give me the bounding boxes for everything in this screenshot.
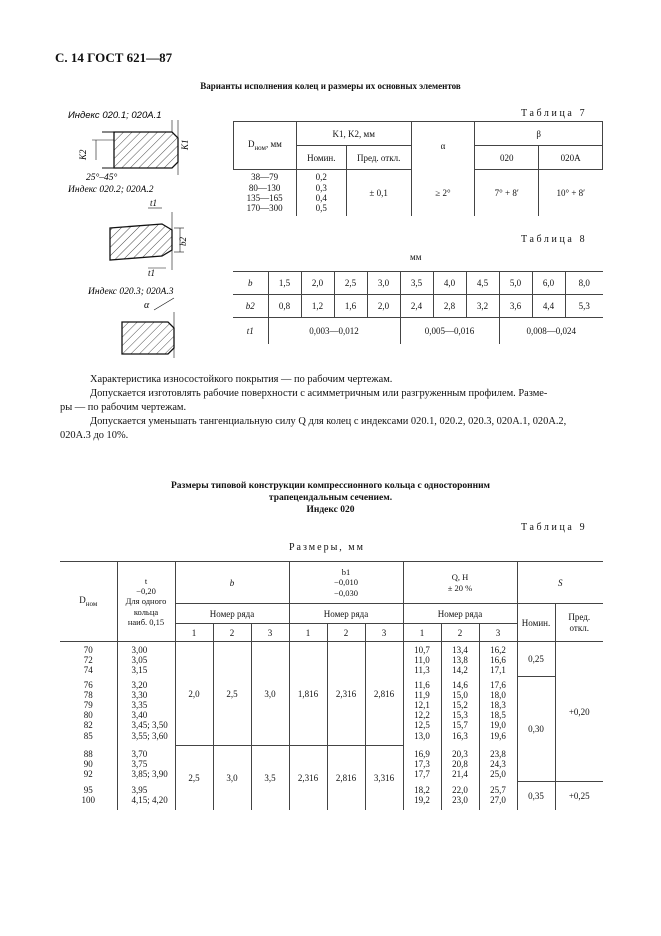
table9-t: 3,70 3,75 3,85; 3,90 [117,746,175,782]
table7-ranges: 38—79 80—130 135—165 170—300 [234,170,297,216]
table8-b2-cell: 2,8 [433,295,466,318]
dim-k1: K1 [180,139,190,150]
table7-nominals: 0,2 0,3 0,4 0,5 [296,170,346,216]
table9-q1: 16,9 17,3 17,7 [403,746,441,782]
table8-b-cell: 2,0 [301,272,334,295]
table8 [233,271,603,344]
drawing3-label: Индекс 020.3; 020А.3 [88,287,174,297]
table9-header-s-tolerance: Пред. откл. [555,604,603,642]
table9-dnom: 70 72 74 [60,642,117,677]
table7 [233,121,603,216]
table9-header-s-nominal: Номин. [517,604,555,642]
section2-title-line1: Размеры типовой конструкции компрессионного кольца с односторонним [170,481,491,491]
table9-q-row-3: 3 [479,624,517,642]
table9-header-b1-rows: Номер ряда [289,604,403,624]
table9-header-b: b [175,562,289,604]
table9-b: 3,5 [251,746,289,810]
table9-b1: 2,816 [365,642,403,746]
dim-b2: b2 [178,237,188,246]
table9-q-row-2: 2 [441,624,479,642]
table9-b1: 3,316 [365,746,403,810]
table9-b1: 2,316 [289,746,327,810]
section2-title-line2: трапецеидальным сечением. [268,493,393,503]
table7-header-k: K1, K2, мм [296,122,411,146]
table8-b-cell: 4,0 [433,272,466,295]
drawing2-label: Индекс 020.2; 020А.2 [68,185,154,195]
angle-label: 25°–45° [86,173,118,183]
table8-b2-cell: 1,2 [301,295,334,318]
table8-t1-cell: 0,005—0,016 [400,318,499,344]
table9-b1-row-2: 2 [327,624,365,642]
table9-b: 3,0 [213,746,251,810]
profile-drawing-3 [87,286,174,358]
table8-b-cell: 5,0 [499,272,532,295]
note-force-cont: 020А.3 до 10%. [60,430,129,441]
table9-b-row-3: 3 [251,624,289,642]
table9-header-t: t −0,20 Для одного кольца наиб. 0,15 [117,562,175,642]
table8-row-b2: b2 0,8 1,2 1,6 2,0 2,4 2,8 3,2 3,6 4,4 5,3 [233,295,603,318]
table9-q1: 10,7 11,0 11,3 [403,642,441,677]
table9-sizes-caption: Размеры, мм [289,542,365,553]
table9-dnom: 88 90 92 [60,746,117,782]
table9-t: 3,00 3,05 3,15 [117,642,175,677]
table7-caption: Таблица 7 [521,108,588,119]
table7-header-alpha: α [411,122,475,170]
page-header: С. 14 ГОСТ 621—87 [55,50,173,65]
table8-b2-cell: 1,6 [334,295,367,318]
table7-header-dnom: $D_{ном}$, мм [234,122,297,170]
table9-q1: 18,2 19,2 [403,782,441,810]
table9-header-q: Q, Н ± 20 % [403,562,517,604]
table9-b: 2,5 [175,746,213,810]
table9-dnom: 95 100 [60,782,117,810]
table9-b1: 2,316 [327,642,365,746]
table9-caption: Таблица 9 [521,522,588,533]
table9-b: 3,0 [251,642,289,746]
table9-s-nominal: 0,30 [517,677,555,782]
table7-header-beta: β [475,122,603,146]
table8-b2-cell: 5,3 [565,295,603,318]
table9-q2: 14,6 15,0 15,2 15,3 15,7 16,3 [441,677,479,746]
table8-b-cell: 1,5 [268,272,301,295]
note-profile: Допускается изготовлять рабочие поверхности с асимметричным или разгруженным профилем. Разме- [90,388,548,399]
table8-b-cell: 8,0 [565,272,603,295]
table7-beta-020: 7° + 8′ [475,170,539,216]
table9-q3: 23,8 24,3 25,0 [479,746,517,782]
table7-header-nominal: Номин. [296,146,346,170]
table9-header-q-rows: Номер ряда [403,604,517,624]
table9-b-row-2: 2 [213,624,251,642]
table8-unit: мм [410,252,422,262]
dim-k2: K2 [78,149,88,160]
dim-t1-bottom: t1 [148,268,156,278]
table8-b2-cell: 3,2 [466,295,499,318]
table9-s-tolerance: +0,25 [555,782,603,810]
table9-q1: 11,6 11,9 12,1 12,2 12,5 13,0 [403,677,441,746]
ring-profile-drawings [62,100,232,365]
table8-t1-cell: 0,008—0,024 [499,318,603,344]
table9-q2: 13,4 13,8 14,2 [441,642,479,677]
table7-header-020a: 020А [539,146,603,170]
table9-q3: 16,2 16,6 17,1 [479,642,517,677]
note-coating: Характеристика износостойкого покрытия — по рабочим чертежам. [90,374,393,385]
table8-b2-cell: 2,4 [400,295,433,318]
table9-header-b-rows: Номер ряда [175,604,289,624]
table9-b: 2,5 [213,642,251,746]
section2-title-line3: Индекс 020 [306,505,355,515]
table9-b1: 1,816 [289,642,327,746]
table7-beta-020a: 10° + 8′ [539,170,603,216]
table8-row-t1: t1 0,003—0,012 0,005—0,016 0,008—0,024 [233,318,603,344]
table7-alpha: ≥ 2° [411,170,475,216]
table8-b2-cell: 3,6 [499,295,532,318]
table8-b2-cell: 0,8 [268,295,301,318]
dim-alpha: α [144,300,150,311]
table8-b-cell: 6,0 [532,272,565,295]
table8-b2-cell: 4,4 [532,295,565,318]
drawing1-label: Индекс 020.1; 020А.1 [68,110,162,121]
table7-header-tolerance: Пред. откл. [346,146,411,170]
table8-row-b: b 1,5 2,0 2,5 3,0 3,5 4,0 4,5 5,0 6,0 8,0 [233,272,603,295]
table9-header-dnom: $D_{ном}$ [60,562,117,642]
note-force: Допускается уменьшать тангенциальную силу Q для колец с индексами 020.1, 020.2, 020.3, 020А.1, 020А.2, [90,416,567,427]
table8-b-cell: 2,5 [334,272,367,295]
table8-b-cell: 4,5 [466,272,499,295]
table9-q3: 25,7 27,0 [479,782,517,810]
table9-q2: 22,0 23,0 [441,782,479,810]
profile-drawing-2 [67,184,188,278]
table9-b1: 2,816 [327,746,365,810]
table9-s-nominal: 0,25 [517,642,555,677]
table9-q-row-1: 1 [403,624,441,642]
profile-drawing-1 [68,110,190,183]
table9-header-s: S [517,562,603,604]
table8-b2-cell: 2,0 [367,295,400,318]
table9-s-tolerance: +0,20 [555,642,603,782]
table8-b-cell: 3,5 [400,272,433,295]
note-profile-cont: ры — по рабочим чертежам. [60,402,187,413]
table9-group-1 [60,642,603,677]
table9-b-row-1: 1 [175,624,213,642]
dim-t1-top: t1 [150,198,158,208]
table9-s-nominal: 0,35 [517,782,555,810]
table9-q3: 17,6 18,0 18,3 18,5 19,0 19,6 [479,677,517,746]
table8-t1-cell: 0,003—0,012 [268,318,400,344]
table9-q2: 20,3 20,8 21,4 [441,746,479,782]
table9-t: 3,20 3,30 3,35 3,40 3,45; 3,50 3,55; 3,60 [117,677,175,746]
table9-b: 2,0 [175,642,213,746]
table9-header-b1: b1 −0,010 −0,030 [289,562,403,604]
table9 [60,561,603,810]
table9-b1-row-3: 3 [365,624,403,642]
table8-b-cell: 3,0 [367,272,400,295]
table9-dnom: 76 78 79 80 82 85 [60,677,117,746]
table9-t: 3,95 4,15; 4,20 [117,782,175,810]
table9-b1-row-1: 1 [289,624,327,642]
table7-tolerance: ± 0,1 [346,170,411,216]
table7-header-020: 020 [475,146,539,170]
section1-title: Варианты исполнения колец и размеры их основных элементов [200,81,461,91]
table8-caption: Таблица 8 [521,234,588,245]
